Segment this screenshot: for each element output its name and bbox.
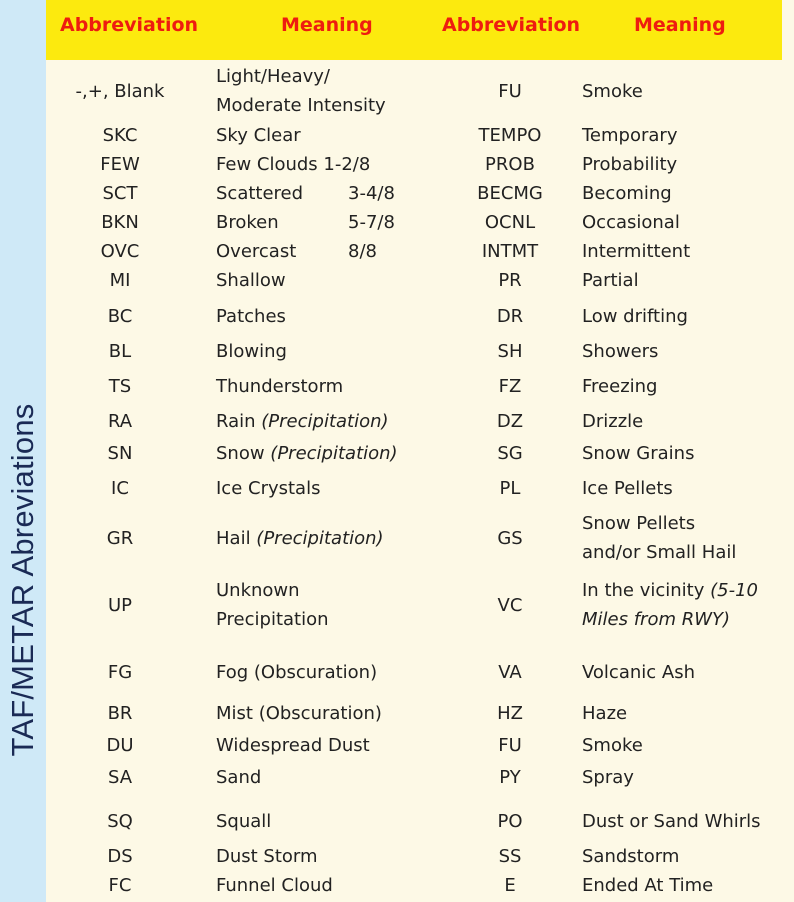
right-meaning: Drizzle <box>582 410 644 432</box>
right-abbreviation: OCNL <box>484 211 536 233</box>
sidebar-title: TAF/METAR Abreviations <box>5 403 40 757</box>
left-abbreviation: BL <box>108 340 132 362</box>
left-meaning: Overcast <box>216 240 297 262</box>
left-meaning: Patches <box>216 305 286 327</box>
left-abbreviation: BC <box>107 305 133 327</box>
left-meaning-line2: Precipitation <box>216 609 329 630</box>
left-abbreviation: MI <box>109 269 131 291</box>
header-meaning-1: Meaning <box>281 14 373 36</box>
left-meaning: Broken <box>216 211 279 233</box>
header-abbreviation-2: Abbreviation <box>442 14 581 36</box>
left-abbreviation: BR <box>107 702 133 724</box>
left-abbreviation: TS <box>108 375 132 397</box>
right-abbreviation: BECMG <box>477 182 543 204</box>
left-meaning-note: (Precipitation) <box>264 442 398 464</box>
left-meaning: Light/Heavy/ <box>216 66 330 87</box>
left-meaning: Widespread Dust <box>216 734 370 756</box>
left-abbreviation: SQ <box>107 810 133 832</box>
header-abbreviation-1: Abbreviation <box>60 14 199 36</box>
left-abbreviation: FC <box>108 874 132 896</box>
left-meaning-coverage: 8/8 <box>348 240 377 262</box>
right-meaning: Snow Grains <box>582 442 695 464</box>
right-meaning: Sandstorm <box>582 845 680 867</box>
left-meaning: Mist (Obscuration) <box>216 702 382 724</box>
right-abbreviation: SH <box>497 340 523 362</box>
left-abbreviation: SKC <box>102 124 138 146</box>
left-abbreviation: UP <box>107 594 133 616</box>
left-meaning-note: (Precipitation) <box>250 527 384 549</box>
right-meaning: Smoke <box>582 80 643 102</box>
left-abbreviation: FEW <box>100 153 140 175</box>
left-meaning: Sand <box>216 766 262 788</box>
left-meaning: Ice Crystals <box>216 477 321 499</box>
right-meaning: In the vicinity (5-10 <box>582 580 758 601</box>
right-meaning: Intermittent <box>582 240 691 262</box>
left-meaning: Fog (Obscuration) <box>216 661 378 683</box>
right-abbreviation: E <box>504 874 516 896</box>
left-abbreviation: SN <box>107 442 133 464</box>
right-meaning: Freezing <box>582 375 658 397</box>
right-abbreviation: PO <box>497 810 523 832</box>
right-abbreviation: VC <box>497 594 523 616</box>
right-meaning: Showers <box>582 340 659 362</box>
left-meaning-coverage: 3-4/8 <box>348 182 395 204</box>
left-meaning: Few Clouds 1-2/8 <box>216 153 371 175</box>
left-meaning: Rain (Precipitation) <box>216 410 389 432</box>
left-meaning: Sky Clear <box>216 124 301 146</box>
left-meaning: Hail (Precipitation) <box>216 527 384 549</box>
left-abbreviation: GR <box>106 527 134 549</box>
left-abbreviation: SCT <box>102 182 138 204</box>
right-abbreviation: DZ <box>496 410 524 432</box>
left-meaning: Thunderstorm <box>216 375 344 397</box>
left-meaning: Blowing <box>216 340 287 362</box>
left-meaning: Unknown <box>216 580 300 601</box>
right-abbreviation: VA <box>498 661 522 683</box>
right-meaning: Becoming <box>582 182 672 204</box>
right-abbreviation: TEMPO <box>478 124 542 146</box>
right-meaning: Ice Pellets <box>582 477 673 499</box>
right-abbreviation: FU <box>498 80 522 102</box>
right-meaning: Ended At Time <box>582 874 714 896</box>
right-meaning-line2: Miles from RWY) <box>582 609 731 630</box>
right-abbreviation: GS <box>497 527 523 549</box>
left-meaning: Scattered <box>216 182 304 204</box>
right-abbreviation: SG <box>497 442 523 464</box>
right-meaning: Partial <box>582 269 639 291</box>
right-meaning: Low drifting <box>582 305 688 327</box>
left-meaning-note: (Precipitation) <box>255 410 389 432</box>
left-abbreviation: DU <box>106 734 134 756</box>
right-abbreviation: PR <box>498 269 522 291</box>
left-abbreviation: OVC <box>100 240 140 262</box>
left-abbreviation: FG <box>107 661 133 683</box>
left-meaning: Shallow <box>216 269 286 291</box>
sidebar <box>0 0 46 902</box>
left-meaning: Snow (Precipitation) <box>216 442 398 464</box>
right-meaning: Smoke <box>582 734 643 756</box>
right-meaning: Volcanic Ash <box>582 661 695 683</box>
left-abbreviation: DS <box>107 845 133 867</box>
header-meaning-2: Meaning <box>634 14 726 36</box>
right-meaning: Temporary <box>582 124 678 146</box>
left-abbreviation: SA <box>107 766 133 788</box>
left-meaning-coverage: 5-7/8 <box>348 211 395 233</box>
left-abbreviation: BKN <box>101 211 139 233</box>
right-meaning: Haze <box>582 702 628 724</box>
right-meaning: Occasional <box>582 211 680 233</box>
table-header <box>46 0 782 60</box>
left-meaning: Dust Storm <box>216 845 318 867</box>
right-abbreviation: INTMT <box>481 240 539 262</box>
left-meaning: Funnel Cloud <box>216 874 333 896</box>
right-meaning: Dust or Sand Whirls <box>582 810 761 832</box>
right-abbreviation: PROB <box>485 153 535 175</box>
right-meaning-note: (5-10 <box>704 580 758 601</box>
left-meaning: Squall <box>216 810 272 832</box>
right-abbreviation: FU <box>498 734 522 756</box>
right-meaning: Probability <box>582 153 678 175</box>
left-abbreviation: RA <box>107 410 133 432</box>
left-abbreviation: IC <box>111 477 129 499</box>
right-meaning: Spray <box>582 766 634 788</box>
right-abbreviation: HZ <box>497 702 523 724</box>
right-abbreviation: FZ <box>498 375 522 397</box>
right-abbreviation: DR <box>496 305 524 327</box>
right-abbreviation: PY <box>499 766 521 788</box>
abbreviation-table <box>46 60 794 902</box>
right-abbreviation: SS <box>498 845 522 867</box>
left-meaning-line2: Moderate Intensity <box>216 95 386 116</box>
right-meaning-line2: and/or Small Hail <box>582 542 737 563</box>
left-abbreviation: -,+, Blank <box>75 80 165 102</box>
right-abbreviation: PL <box>499 477 521 499</box>
right-meaning: Snow Pellets <box>582 513 696 534</box>
